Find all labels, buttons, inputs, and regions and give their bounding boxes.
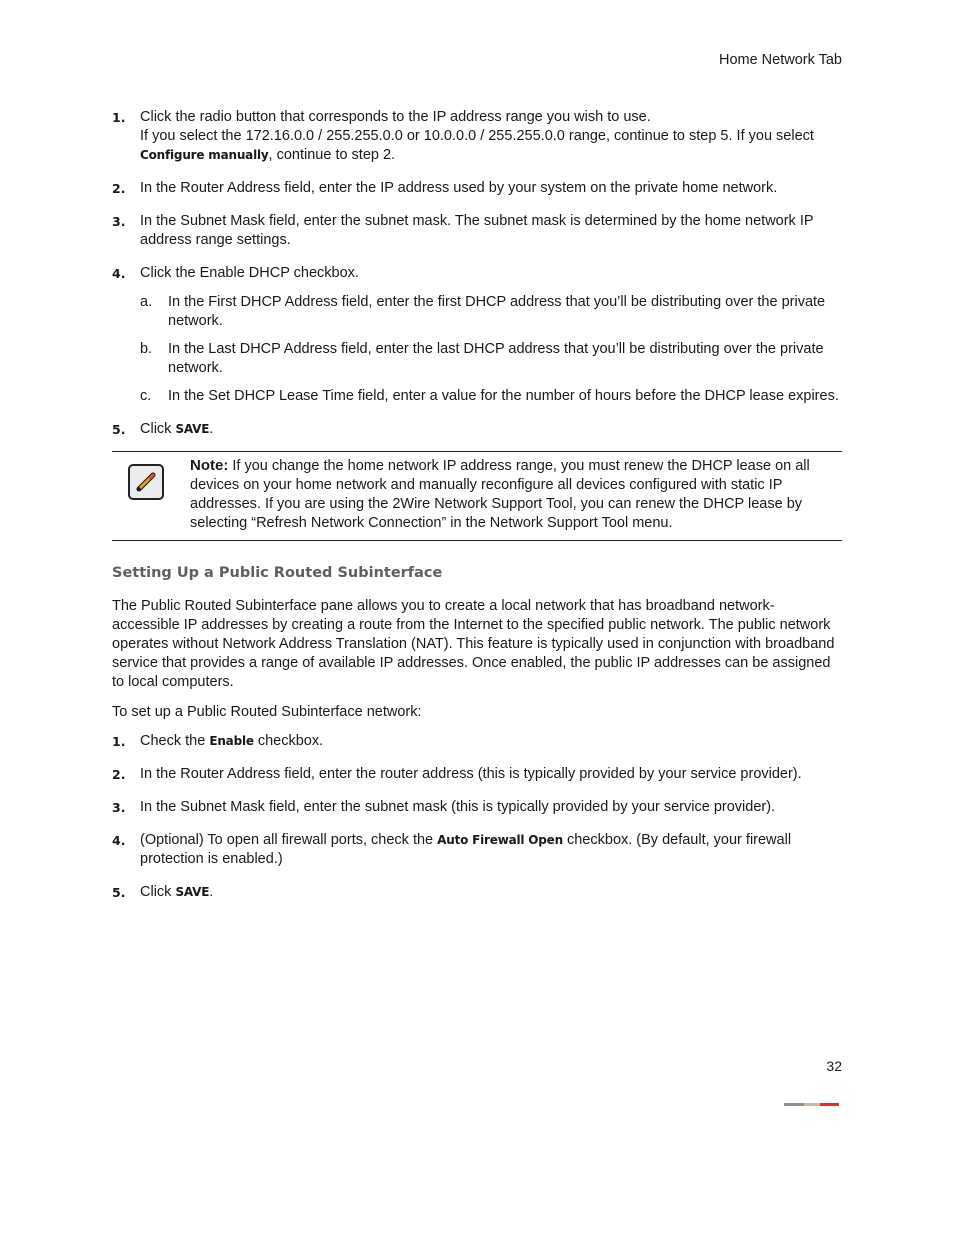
- step-text: Click the Enable DHCP checkbox.: [140, 265, 359, 281]
- section-heading: Setting Up a Public Routed Subinterface: [112, 565, 443, 581]
- substep-a: [112, 293, 842, 331]
- step-text: [140, 732, 842, 751]
- substep-letter: b.: [140, 341, 153, 357]
- step-number: 1.: [112, 110, 126, 125]
- note-box: [112, 451, 842, 541]
- step-number: 2.: [112, 181, 126, 196]
- pencil-note-icon: [128, 464, 164, 500]
- step-number: 5.: [112, 885, 126, 900]
- step-text-part: (Optional) To open all firewall ports, check the: [140, 832, 438, 848]
- step-a-2: [112, 179, 842, 198]
- step-a-4: [112, 264, 842, 283]
- substep-text: In the Set DHCP Lease Time field, enter a value for the number of hours before the DHCP lease expires.: [168, 388, 839, 404]
- ui-term-configure-manually: Configure manually: [140, 148, 269, 162]
- ui-term-enable: Enable: [209, 734, 254, 748]
- step-text: In the Subnet Mask field, enter the subnet mask (this is typically provided by your service provider).: [140, 799, 776, 815]
- step-number: 1.: [112, 734, 126, 749]
- step-number: 3.: [112, 800, 126, 815]
- step-b-1: [112, 732, 842, 751]
- substep-b: [112, 340, 842, 378]
- step-number: 3.: [112, 214, 126, 229]
- page-header: Home Network Tab: [718, 52, 842, 68]
- substep-text: In the Last DHCP Address field, enter the last DHCP address that you’ll be distributing over the private network.: [168, 341, 824, 376]
- substep-c: [112, 387, 842, 406]
- footer-bar-gray: [784, 1103, 804, 1106]
- substep-text: In the First DHCP Address field, enter the first DHCP address that you’ll be distributing over the private network.: [168, 294, 826, 329]
- step-text-part: Check the: [140, 733, 210, 749]
- document-body: [112, 108, 842, 916]
- ui-term-save: SAVE: [175, 422, 210, 436]
- step-text-part: .: [209, 884, 214, 900]
- step-text-part: If you select the 172.16.0.0 / 255.255.0.0 or 10.0.0.0 / 255.255.0.0 range, continue to step 5. If you select: [140, 128, 814, 144]
- ui-term-save: SAVE: [175, 885, 210, 899]
- step-text-part: checkbox.: [253, 733, 324, 749]
- step-number: 4.: [112, 833, 126, 848]
- step-b-4: [112, 831, 842, 869]
- step-text-continued: [140, 127, 842, 165]
- step-text-part: .: [209, 421, 214, 437]
- footer-bar-red: [820, 1103, 839, 1106]
- step-b-3: [112, 798, 842, 817]
- page-number: 32: [826, 1058, 842, 1074]
- substep-letter: c.: [140, 388, 152, 404]
- step-text-part: Click: [140, 421, 176, 437]
- substep-letter: a.: [140, 294, 153, 310]
- step-number: 5.: [112, 422, 126, 437]
- note-body: If you change the home network IP address range, you must renew the DHCP lease on all devices on your home network and manually reconfigure all devices configured with static IP addresses. If you are using the 2Wire Network Support Tool, you can renew the DHCP lease by selecting “Refresh Network Connection” in the Network Support Tool menu.: [190, 458, 810, 531]
- section-paragraph: The Public Routed Subinterface pane allows you to create a local network that has broadband network-accessible IP addresses by creating a route from the Internet to the specified public network. The public network operates without Network Address Translation (NAT). This feature is typically used in conjunction with broadband service that provides a range of available IP addresses. Once enabled, the public IP addresses can be assigned to local computers.: [112, 598, 835, 690]
- step-text: [140, 883, 842, 902]
- step-b-5: [112, 883, 842, 902]
- step-text-part: checkbox. (By default, your firewall protection is enabled.): [140, 832, 792, 867]
- note-label: Note:: [190, 457, 229, 474]
- step-text-part: Click: [140, 884, 176, 900]
- step-a-1: [112, 108, 842, 165]
- note-text: [190, 456, 830, 533]
- section-intro: To set up a Public Routed Subinterface network:: [112, 704, 422, 720]
- step-text: In the Router Address field, enter the router address (this is typically provided by your service provider).: [140, 766, 802, 782]
- ui-term-auto-firewall-open: Auto Firewall Open: [437, 833, 563, 847]
- step-number: 4.: [112, 266, 126, 281]
- step-text: Click the radio button that corresponds to the IP address range you wish to use.: [140, 109, 651, 125]
- step-text: In the Router Address field, enter the IP address used by your system on the private home network.: [140, 180, 778, 196]
- step-text: In the Subnet Mask field, enter the subnet mask. The subnet mask is determined by the home network IP address range settings.: [140, 213, 814, 248]
- step-text: [140, 420, 842, 439]
- step-text-part: , continue to step 2.: [268, 147, 396, 163]
- step-b-2: [112, 765, 842, 784]
- step-number: 2.: [112, 767, 126, 782]
- step-a-5: [112, 420, 842, 439]
- step-a-3: [112, 212, 842, 250]
- footer-bar-tan: [804, 1103, 820, 1106]
- step-text: [140, 831, 842, 869]
